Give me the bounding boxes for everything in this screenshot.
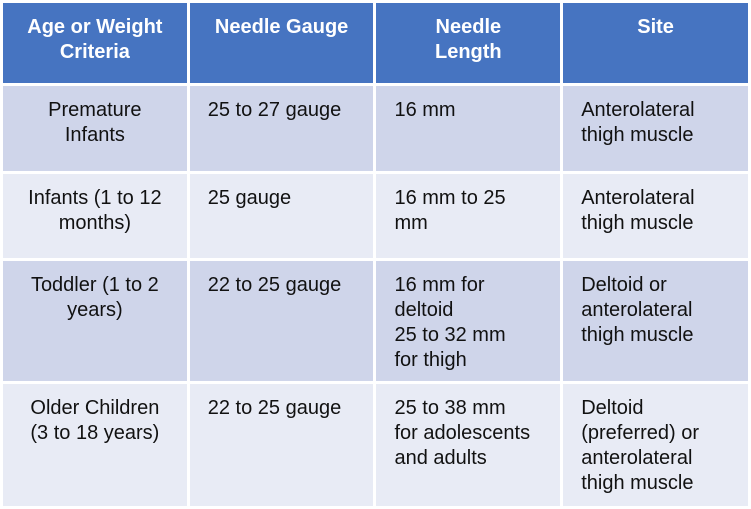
table-row: [3, 384, 748, 506]
header-age-weight-criteria: [3, 3, 187, 83]
cell-age-criteria: [3, 261, 187, 380]
cell-needle-length: [376, 384, 560, 506]
header-text-line: Needle Gauge: [214, 16, 349, 38]
header-text-line: Needle: [435, 16, 502, 38]
cell-text-line: anterolateral: [581, 299, 693, 322]
cell-text-line: Infants (1 to 12: [28, 187, 162, 210]
cell-text-line: Deltoid or: [581, 274, 667, 297]
cell-text-line: Premature: [48, 99, 142, 121]
cell-text-line: Deltoid: [581, 396, 644, 419]
header-text-line: Criteria: [59, 41, 130, 63]
cell-text-line: 25 to 32 mm: [394, 324, 506, 347]
cell-needle-length: [376, 86, 560, 171]
cell-needle-gauge: [190, 174, 374, 258]
cell-text-line: thigh muscle: [581, 324, 694, 347]
cell-text-line: Anterolateral: [581, 187, 695, 210]
header-text-line: Site: [637, 16, 674, 38]
cell-site: [563, 174, 748, 258]
cell-text-line: years): [67, 299, 123, 322]
header-needle-gauge: [190, 3, 374, 83]
cell-text-line: 25 to 38 mm: [394, 396, 506, 419]
cell-needle-length: [376, 261, 560, 380]
header-needle-length: [376, 3, 560, 83]
cell-text-line: 22 to 25 gauge: [207, 396, 342, 419]
cell-needle-gauge: [190, 261, 374, 380]
cell-text-line: (preferred) or: [581, 421, 700, 444]
cell-text-line: 16 mm for: [394, 274, 485, 297]
table-row: [3, 261, 748, 380]
cell-text-line: and adults: [394, 446, 487, 469]
cell-text-line: for thigh: [394, 349, 467, 372]
cell-text-line: thigh muscle: [581, 212, 694, 235]
cell-text-line: (3 to 18 years): [30, 421, 160, 444]
cell-text-line: 25 to 27 gauge: [207, 99, 342, 121]
cell-text-line: for adolescents: [394, 421, 531, 444]
table-row: [3, 174, 748, 258]
cell-text-line: months): [58, 212, 131, 235]
cell-text-line: 25 gauge: [207, 187, 292, 210]
cell-age-criteria: [3, 174, 187, 258]
table-row: [3, 86, 748, 171]
cell-text-line: 16 mm to 25: [394, 187, 506, 210]
cell-age-criteria: [3, 384, 187, 506]
cell-text-line: Infants: [64, 124, 125, 146]
cell-text-line: Older Children: [30, 396, 160, 419]
header-text-line: Length: [435, 41, 502, 63]
cell-text-line: 22 to 25 gauge: [207, 274, 342, 297]
cell-site: [563, 86, 748, 171]
cell-text-line: mm: [394, 212, 428, 235]
header-site: [563, 3, 748, 83]
cell-needle-gauge: [190, 384, 374, 506]
cell-text-line: thigh muscle: [581, 471, 694, 494]
cell-site: [563, 261, 748, 380]
cell-text-line: deltoid: [394, 299, 454, 322]
cell-text-line: Anterolateral: [581, 99, 695, 121]
header-row: [3, 3, 748, 83]
cell-text-line: Toddler (1 to 2: [30, 274, 159, 297]
cell-needle-length: [376, 174, 560, 258]
cell-text-line: thigh muscle: [581, 124, 694, 146]
cell-text-line: anterolateral: [581, 446, 693, 469]
cell-age-criteria: [3, 86, 187, 171]
cell-text-line: 16 mm: [394, 99, 456, 121]
cell-site: [563, 384, 748, 506]
header-text-line: Age or Weight: [27, 16, 163, 38]
cell-needle-gauge: [190, 86, 374, 171]
